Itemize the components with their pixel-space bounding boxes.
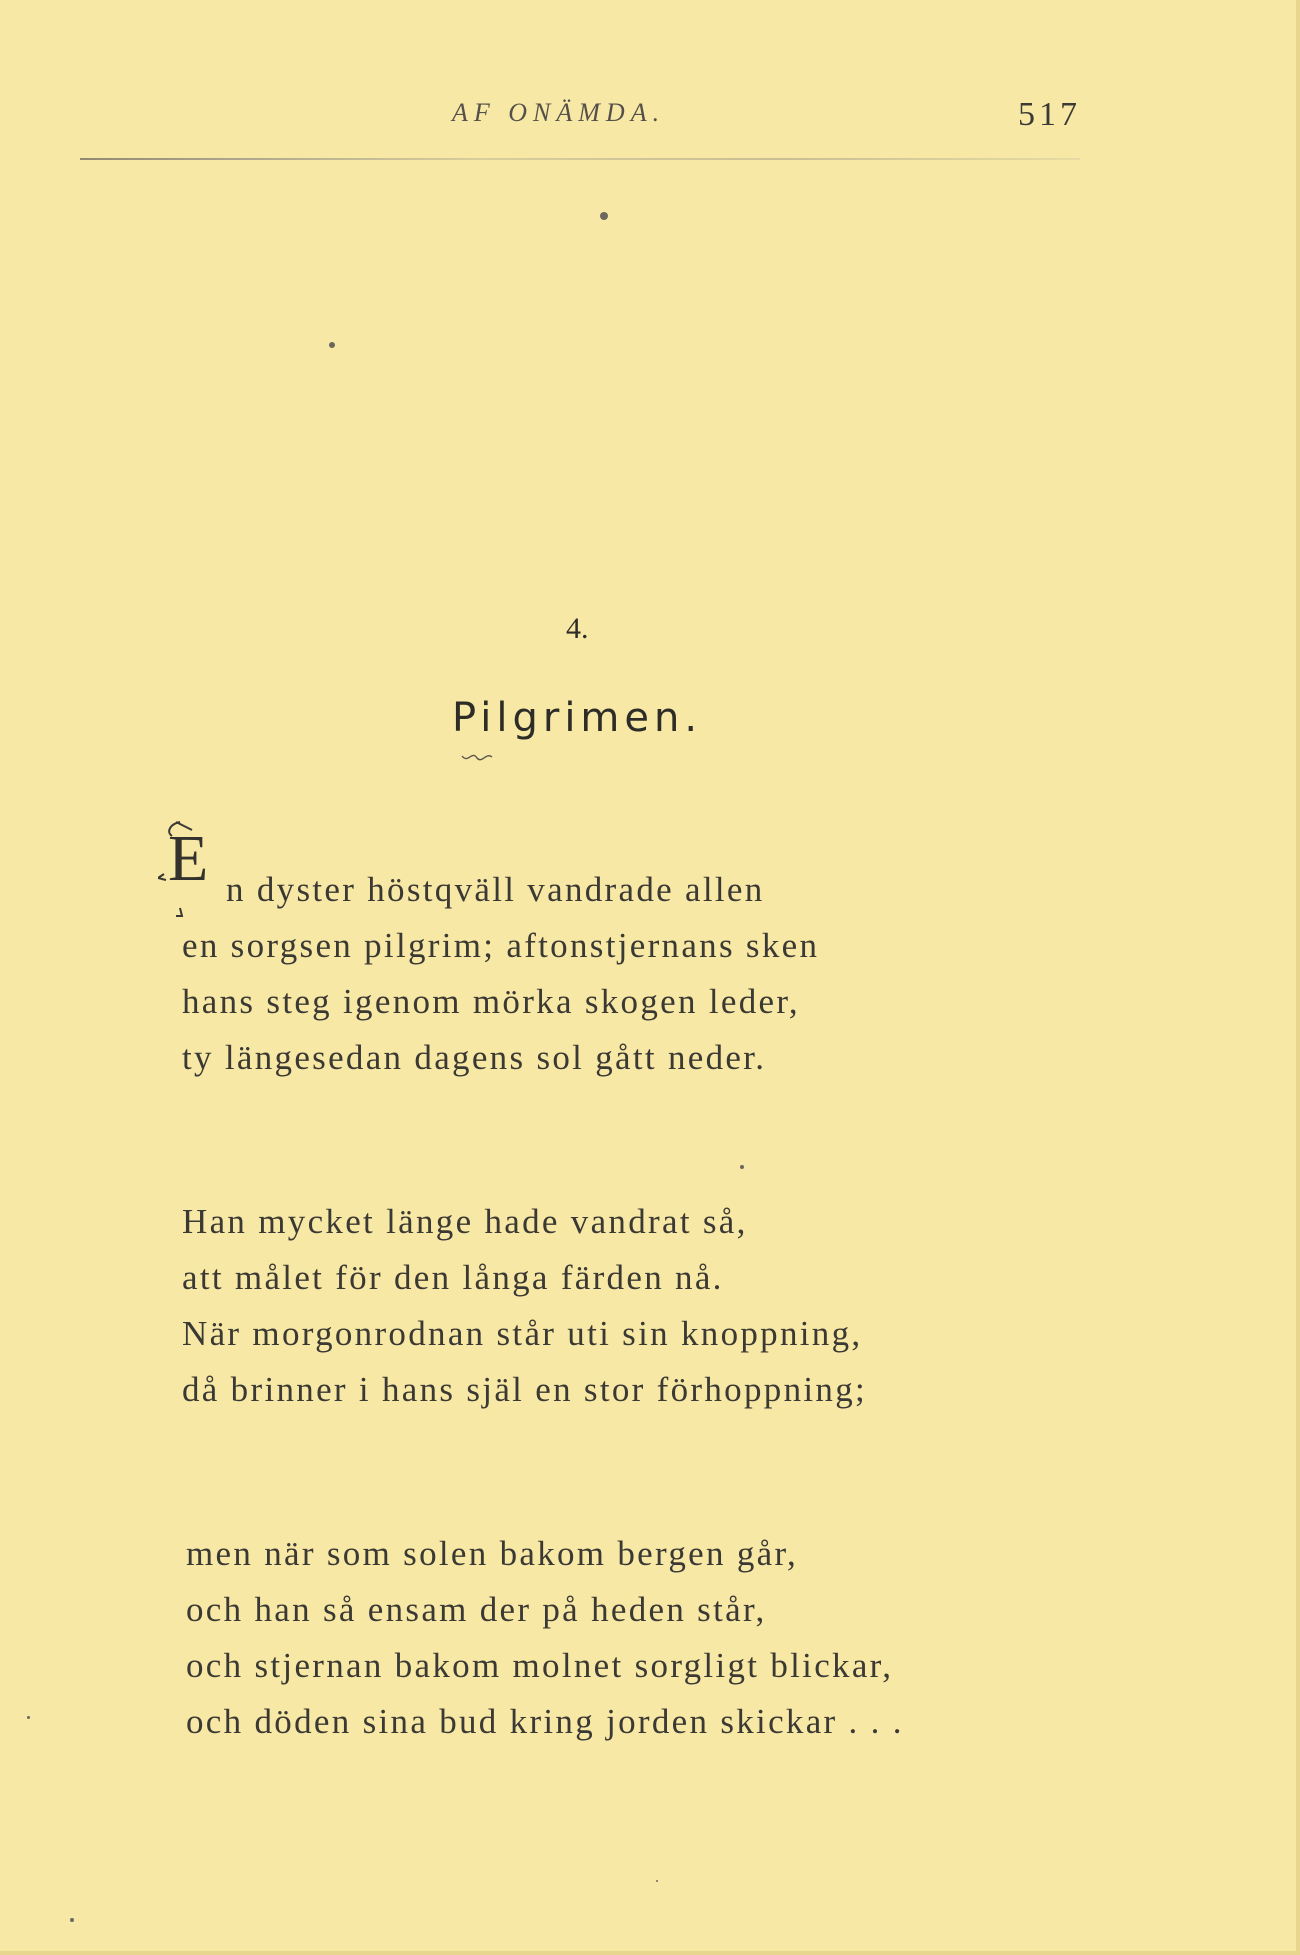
ink-speck	[740, 1165, 744, 1169]
verse-line: men när som solen bakom bergen går,	[186, 1534, 799, 1573]
verse-line: n dyster höstqväll vandrade allen	[226, 870, 765, 909]
page-right-edge	[1296, 0, 1300, 1955]
verse-line: och han så ensam der på heden står,	[186, 1590, 767, 1629]
drop-cap-letter: E	[168, 822, 209, 895]
verse-line: När morgonrodnan står uti sin knoppning,	[182, 1314, 863, 1353]
section-number: 4.	[566, 612, 589, 645]
verse-line: hans steg igenom mörka skogen leder,	[182, 982, 800, 1021]
page-number: 517	[1018, 96, 1081, 133]
header-rule	[80, 158, 1080, 160]
ink-speck	[70, 1918, 74, 1922]
verse-line: och döden sina bud kring jorden skickar . . .	[186, 1702, 904, 1741]
verse-line: och stjernan bakom molnet sorgligt blickar,	[186, 1646, 894, 1685]
page-bottom-edge	[0, 1951, 1300, 1955]
ink-speck	[656, 1880, 658, 1882]
poem-title-rest: ilgrimen.	[480, 695, 703, 741]
verse-line: en sorgsen pilgrim; aftonstjernans sken	[182, 926, 820, 965]
poem-title-initial: P	[452, 695, 481, 741]
ink-speck	[329, 342, 335, 348]
verse-line: då brinner i hans själ en stor förhoppning;	[182, 1370, 868, 1409]
ink-speck	[27, 1716, 30, 1719]
verse-line: att målet för den långa färden nå.	[182, 1258, 724, 1297]
verse-line: ty längesedan dagens sol gått neder.	[182, 1038, 767, 1077]
ink-speck	[600, 212, 608, 220]
title-flourish-ornament	[460, 750, 494, 764]
running-head: AF ONÄMDA.	[452, 98, 666, 127]
poem-title	[452, 695, 702, 741]
verse-line: Han mycket länge hade vandrat så,	[182, 1202, 748, 1241]
